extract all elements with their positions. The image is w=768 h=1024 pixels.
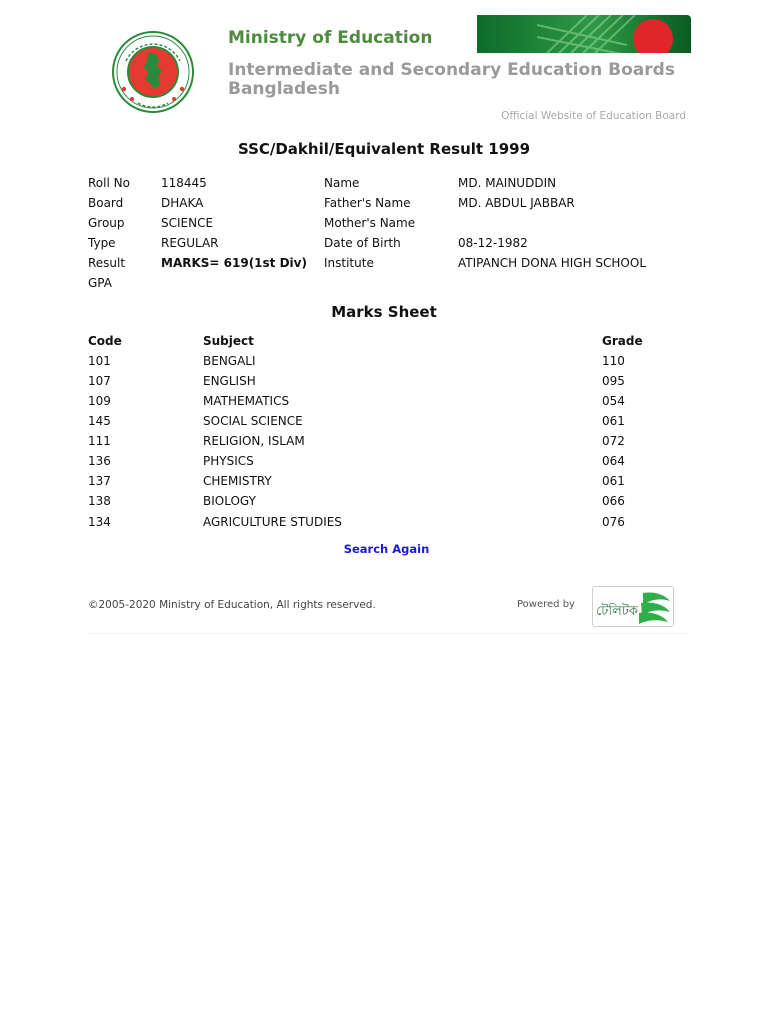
info-label: GPA (88, 276, 112, 290)
info-row (0, 176, 768, 196)
subject-name: PHYSICS (203, 454, 254, 468)
info-row (0, 236, 768, 256)
info-row (0, 216, 768, 236)
flag-banner-icon (477, 15, 691, 53)
column-header-grade: Grade (602, 334, 643, 348)
info-value: MD. MAINUDDIN (458, 176, 557, 190)
table-row (0, 414, 768, 434)
info-label: Result (88, 256, 126, 270)
column-header-subject: Subject (203, 334, 254, 348)
powered-by-text: Powered by (517, 599, 575, 610)
subject-grade: 066 (602, 494, 625, 508)
info-value: 118445 (161, 176, 207, 190)
info-value: 08-12-1982 (458, 236, 528, 250)
subject-grade: 054 (602, 394, 625, 408)
subject-grade: 095 (602, 374, 625, 388)
marks-table-header (0, 334, 768, 354)
info-label: Institute (324, 256, 374, 270)
subject-grade: 110 (602, 354, 625, 368)
info-value: SCIENCE (161, 216, 214, 230)
subject-code: 111 (88, 434, 111, 448)
subject-code: 109 (88, 394, 111, 408)
info-label: Type (88, 236, 116, 250)
info-value: MD. ABDUL JABBAR (458, 196, 575, 210)
copyright-text: ©2005-2020 Ministry of Education, All rights reserved. (88, 599, 376, 611)
teletalk-logo-text: টেলিটক (596, 604, 638, 619)
info-label: Roll No (88, 176, 130, 190)
subject-grade: 061 (602, 474, 625, 488)
subject-code: 138 (88, 494, 111, 508)
subject-name: RELIGION, ISLAM (203, 434, 305, 448)
table-row (0, 474, 768, 494)
table-row (0, 494, 768, 514)
info-row (0, 256, 768, 276)
subject-grade: 064 (602, 454, 625, 468)
subject-name: SOCIAL SCIENCE (203, 414, 303, 428)
subject-grade: 061 (602, 414, 625, 428)
info-label: Board (88, 196, 124, 210)
info-label: Date of Birth (324, 236, 401, 250)
table-row (0, 515, 768, 535)
info-label: Name (324, 176, 360, 190)
subject-name: CHEMISTRY (203, 474, 272, 488)
result-title: SSC/Dakhil/Equivalent Result 1999 (237, 140, 531, 158)
result-marks: MARKS= 619(1st Div) (161, 256, 307, 270)
info-row (0, 196, 768, 216)
official-website-caption: Official Website of Education Board (501, 110, 686, 122)
footer-divider (88, 633, 688, 634)
column-header-code: Code (88, 334, 122, 348)
info-label: Group (88, 216, 125, 230)
marks-sheet-title: Marks Sheet (331, 303, 437, 321)
subject-code: 145 (88, 414, 111, 428)
subject-name: ENGLISH (203, 374, 256, 388)
subject-code: 134 (88, 515, 111, 529)
subject-code: 136 (88, 454, 111, 468)
subject-name: MATHEMATICS (203, 394, 290, 408)
subject-name: BENGALI (203, 354, 256, 368)
subject-code: 137 (88, 474, 111, 488)
subject-name: AGRICULTURE STUDIES (203, 515, 342, 529)
info-row (0, 276, 768, 296)
table-row (0, 434, 768, 454)
subject-grade: 072 (602, 434, 625, 448)
subject-name: BIOLOGY (203, 494, 256, 508)
boards-title: Intermediate and Secondary Education Boards Bangladesh (228, 60, 675, 99)
table-row (0, 374, 768, 394)
subject-grade: 076 (602, 515, 625, 529)
info-value: ATIPANCH DONA HIGH SCHOOL (458, 256, 646, 270)
info-value: DHAKA (161, 196, 204, 210)
info-label: Mother's Name (324, 216, 416, 230)
search-again-link[interactable]: Search Again (343, 542, 430, 556)
ministry-title: Ministry of Education (228, 28, 433, 48)
table-row (0, 354, 768, 374)
teletalk-logo[interactable] (592, 586, 674, 627)
table-row (0, 394, 768, 414)
table-row (0, 454, 768, 474)
teletalk-leaf-icon (593, 587, 673, 626)
subject-code: 101 (88, 354, 111, 368)
government-emblem-icon (112, 31, 194, 113)
info-value: REGULAR (161, 236, 219, 250)
subject-code: 107 (88, 374, 111, 388)
info-label: Father's Name (324, 196, 411, 210)
